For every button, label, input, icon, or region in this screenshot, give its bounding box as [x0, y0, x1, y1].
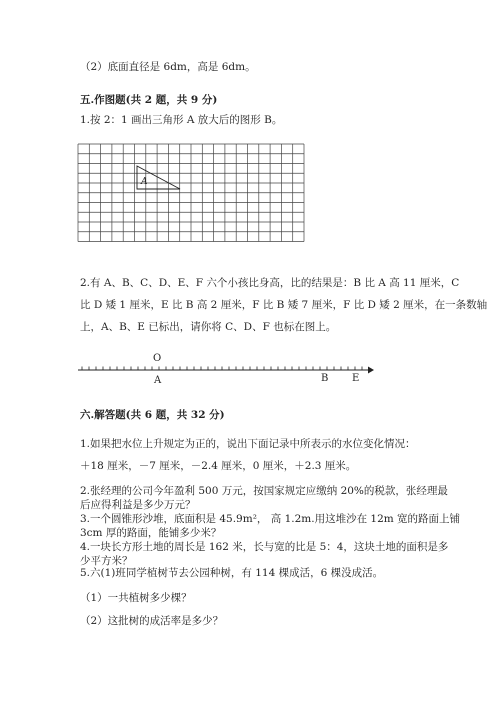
axis-label-a: A [154, 375, 162, 386]
question-text: 少平方米？ [80, 555, 133, 567]
section-heading: 五.作图题(共 2 题，共 9 分) [80, 94, 218, 106]
question-text: 3.一个圆锥形沙堆，底面积是 45.9m²， 高 1.2m.用这堆沙在 12m 宽的路面上铺 [80, 513, 461, 525]
section-heading: 六.解答题(共 6 题，共 32 分) [80, 409, 225, 421]
question-text: 后应得利益是多少万元？ [80, 499, 196, 511]
question-text: ＋18 厘米，－7 厘米，－2.4 厘米，0 厘米，＋2.3 厘米。 [80, 460, 357, 472]
question-text: 3cm 厚的路面，能铺多少米？ [80, 527, 222, 539]
question-text: 5.六(1)班同学植树节去公园种树，有 114 棵成活，6 棵没成活。 [80, 567, 384, 579]
question-text: 2.有 A、B、C、D、E、F 六个小孩比身高，比的结果是：B 比 A 高 11 厘米，C [80, 277, 460, 289]
axis-arrow [368, 367, 374, 374]
question-text: 2.张经理的公司今年盈利 500 万元，按国家规定应缴纳 20%的税款，张经理最 [80, 485, 448, 497]
question-text: 4.一块长方形土地的周长是 162 米，长与宽的比是 5：4，这块土地的面积是多 [80, 541, 449, 553]
triangle-label: A [141, 177, 148, 187]
axis-label-b: B [321, 373, 329, 384]
question-text: 比 D 矮 1 厘米，E 比 B 高 2 厘米，F 比 B 矮 7 厘米，F 比 D 矮 2 厘米，在一条数轴 [80, 299, 488, 311]
question-text: 上，A、B、E 已标出，请你将 C、D、F 也标在图上。 [80, 321, 337, 333]
question-text: 1.如果把水位上升规定为正的，说出下面记录中所表示的水位变化情况： [80, 438, 416, 450]
question-text: 1.按 2：1 画出三角形 A 放大后的图形 B。 [80, 114, 283, 126]
question-text: （2）这批树的成活率是多少？ [80, 615, 224, 627]
number-line [78, 353, 374, 386]
text-line: （2）底面直径是 6dm，高是 6dm。 [80, 61, 256, 73]
axis-label-e: E [352, 373, 360, 384]
axis-origin-label: O [153, 353, 162, 364]
question-text: （1）一共植树多少棵？ [80, 592, 192, 604]
